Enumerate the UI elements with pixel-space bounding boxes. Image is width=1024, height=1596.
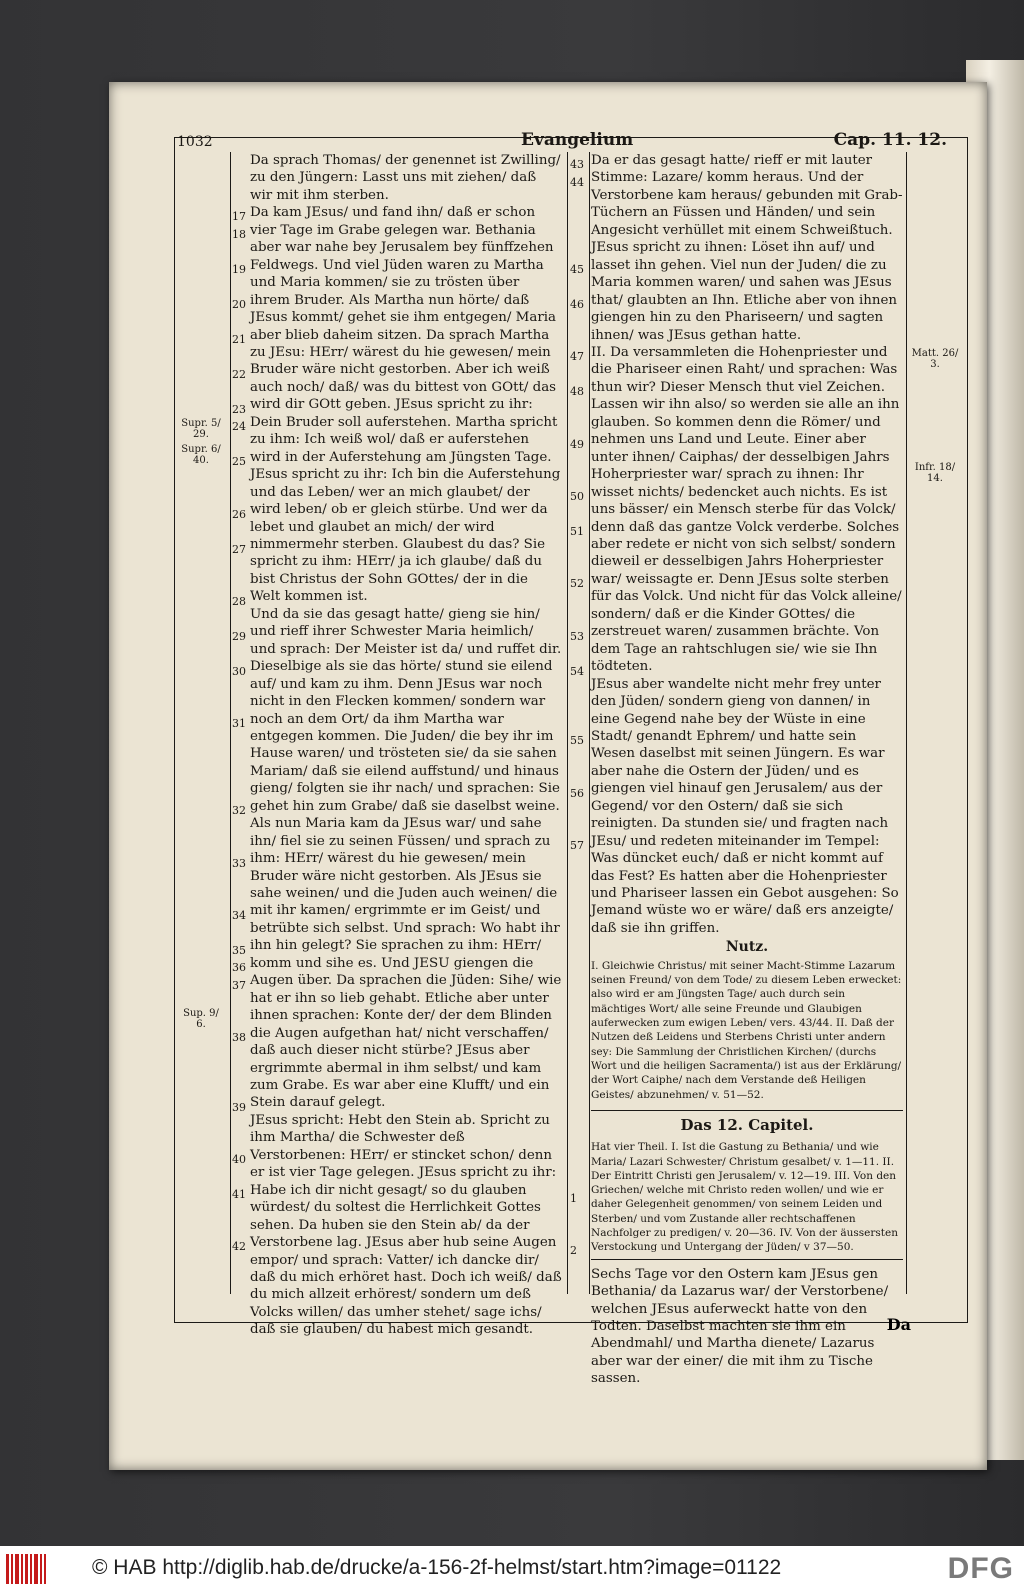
chapter-reference: Cap. 11. 12. [833, 130, 947, 150]
copyright-url[interactable]: © HAB http://diglib.hab.de/drucke/a-156-2f-helmst/start.htm?image=01122 [92, 1556, 782, 1579]
left-margin-rule [230, 152, 231, 1294]
verse-number: 55 [570, 734, 584, 747]
barcode-icon [6, 1554, 46, 1584]
text-paragraph: Da er das gesagt hatte/ rieff er mit lauter Stimme: Lazare/ komm heraus. Und der Verstorbene kam heraus/ gebunden mit Grab-Tüchern an Füssen und Händen/ und sein Angesicht verhüllet mit einem Schweißtuch. JEsus spricht zu ihnen: Löset ihn auf/ und lasset ihn gehen. Viel nun der Juden/ die zu Maria kommen waren/ und sahen was JEsus that/ glaubten an Ihn. Etliche aber von ihnen giengen hin zu den Phariseern/ und sagten ihnen/ was JEsus gethan hatte. [591, 153, 903, 343]
margin-note-left-3: Sup. 9/ 6. [183, 1008, 219, 1030]
verse-number: 39 [232, 1101, 246, 1114]
text-paragraph: JEsus aber wandelte nicht mehr frey unter den Jüden/ sondern gieng von dannen/ in eine Gegend nahe bey der Wüste in eine Stadt/ genandt Ephrem/ und hatte sein Wesen daselbst mit seinen Jüngern. Es war aber nahe die Ostern der Jüden/ und es giengen viel hinauf gen Jerusalem/ aus der Gegend/ vor den Ostern/ daß sie sich reinigten. Da stunden sie/ und fragten nach JEsu/ und redeten miteinander im Tempel: Was düncket euch/ daß er nicht kommt auf das Fest? Es hatten aber die Hohenpriester und Phariseer lassen ein Gebot ausgehen: So Jemand wüste wo er wäre/ daß ers anzeigte/ daß sie ihn griffen. [591, 676, 899, 936]
text-paragraph: Und da sie das gesagt hatte/ gieng sie hin/ und rieff ihrer Schwester Maria heimlich/ und sprach: Der Meister ist da/ und ruffet dir. Dieselbige als sie das hörte/ stund sie eilend auf/ und kam zu ihm. Denn JEsus war noch nicht in den Flecken kommen/ sondern war noch an dem Ort/ da ihm Martha war entgegen kommen. Die Juden/ die bey ihr im Hause waren/ und trösteten sie/ da sie sahen Mariam/ daß sie eilend auffstund/ und hinaus gieng/ folgten sie ihr nach/ und sprachen: Sie gehet hin zum Grabe/ daß sie daselbst weine. [250, 606, 562, 814]
verse-number: 46 [570, 298, 584, 311]
verse-number: 33 [232, 857, 246, 870]
text-paragraph: Da sprach Thomas/ der genennet ist Zwilling/ zu den Jüngern: Lasst uns mit ziehen/ daß wir mit ihm sterben. [250, 153, 561, 203]
margin-note-left-2: Supr. 6/ 40. [181, 444, 221, 466]
verse-number: 50 [570, 490, 584, 503]
verse-number: 32 [232, 804, 246, 817]
book-page [109, 82, 987, 1470]
right-margin-rule [906, 152, 907, 1294]
verse-number: 2 [570, 1244, 577, 1257]
chapter-text: Sechs Tage vor den Ostern kam JEsus gen Bethania/ da Lazarus war/ der Verstorbene/ welchen JEsus auferweckt hatte von den Todten. Daselbst machten sie ihm ein Abendmahl/ und Martha dienete/ Lazarus aber war der einer/ die mit ihm zu Tische sassen. [591, 1266, 889, 1387]
verse-number: 47 [570, 350, 584, 363]
verse-number: 44 [570, 176, 584, 189]
margin-note-left-1: Supr. 5/ 29. [181, 418, 221, 440]
verse-number: 18 [232, 228, 246, 241]
left-text-column [250, 152, 562, 1339]
verse-number: 40 [232, 1153, 246, 1166]
center-rule-a [567, 152, 568, 1294]
verse-number: 54 [570, 665, 584, 678]
nutz-heading: Nutz. [725, 939, 769, 956]
verse-number: 24 [232, 420, 246, 433]
verse-number: 53 [570, 630, 584, 643]
right-verse-numbers [570, 152, 588, 1292]
text-paragraph: Da kam JEsus/ und fand ihn/ daß er schon vier Tage im Grabe gelegen war. Bethania aber war nahe bey Jerusalem bey fünffzehen Feldwegs. Und viel Jüden waren zu Martha und Maria kommen/ sie zu trösten über ihrem Bruder. Als Martha nun hörte/ daß JEsus kommt/ gehet sie ihm entgegen/ Maria aber blieb daheim sitzen. Da sprach Martha zu JEsu: HErr/ wärest du hie gewesen/ mein Bruder wäre nicht gestorben. Aber ich weiß auch noch/ daß/ was du bittest von GOtt/ das wird dir GOtt geben. JEsus spricht zu ihr: Dein Bruder soll auferstehen. Martha spricht zu ihm: Ich weiß wol/ daß er auferstehen wird in der Auferstehung am Jüngsten Tage. JEsus spricht zu ihr: Ich bin die Auferstehung und das Leben/ wer an mich glaubet/ der wird leben/ ob er gleich stürbe. Und wer da lebet und glaubet an mich/ der wird nimmermehr sterben. Glaubest du das? Sie spricht zu ihm: HErr/ ja ich glaube/ daß du bist Christus der Sohn GOttes/ der in die Welt kommen ist. [250, 205, 561, 605]
catchword: Da [886, 1315, 911, 1334]
verse-number: 51 [570, 525, 584, 538]
verse-number: 48 [570, 385, 584, 398]
running-header [177, 130, 947, 152]
verse-number: 31 [232, 717, 246, 730]
verse-number: 28 [232, 595, 246, 608]
verse-number: 36 [232, 961, 246, 974]
verse-number: 30 [232, 665, 246, 678]
verse-number: 45 [570, 263, 584, 276]
left-verse-numbers [232, 152, 250, 1292]
verse-number: 21 [232, 333, 246, 346]
verse-number: 23 [232, 403, 246, 416]
verse-number: 1 [570, 1192, 577, 1205]
verse-number: 41 [232, 1188, 246, 1201]
verse-number: 26 [232, 508, 246, 521]
dfg-logo: DFG [947, 1552, 1014, 1585]
text-paragraph: II. Da versammleten die Hohenpriester und die Phariseer einen Raht/ und sprachen: Was thun wir? Dieser Mensch thut viel Zeichen. Lassen wir ihn also/ so werden sie alle an ihn glauben. So kommen denn die Römer/ und nehmen uns Land und Leute. Einer aber unter ihnen/ Caiphas/ der desselbigen Jahrs Hoherpriester war/ sprach zu ihnen: Ihr wisset nichts/ bedencket auch nichts. Es ist uns bässer/ ein Mensch sterbe für das Volck/ denn daß das gantze Volck verderbe. Solches aber redete er nicht von sich selbst/ sondern dieweil er desselbigen Jahrs Hoherpriester war/ weissagte er. Denn JEsus solte sterben für das Volck. Und nicht für das Volck alleine/ sondern/ daß er die Kinder GOttes/ die zerstreuet waren/ zusammen brächte. Von dem Tage an rahtschlugen sie/ wie sie Ihn tödteten. [591, 344, 902, 675]
center-rule-b [589, 152, 590, 1294]
page-number: 1032 [177, 134, 213, 150]
verse-number: 35 [232, 944, 246, 957]
verse-number: 52 [570, 577, 584, 590]
text-paragraph: JEsus spricht: Hebt den Stein ab. Spricht zu ihm Martha/ die Schwester deß Verstorbenen: HErr/ er stincket schon/ denn er ist vier Tage gelegen. JEsus spricht zu ihr: Habe ich dir nicht gesagt/ so du glauben würdest/ du soltest die Herrlichkeit Gottes sehen. Da huben sie den Stein ab/ da der Verstorbene lag. JEsus aber hub seine Augen empor/ und sprach: Vatter/ ich dancke dir/ daß du mich erhöret hast. Doch ich weiß/ daß du mich allzeit erhörest/ sondern um deß Volcks willen/ das umher stehet/ sage ichs/ daß sie glauben/ du habest mich gesandt. [250, 1112, 562, 1338]
margin-note-right-1: Matt. 26/ 3. [911, 348, 959, 370]
verse-number: 43 [570, 158, 584, 171]
verse-number: 37 [232, 979, 246, 992]
right-text-column [591, 152, 903, 1388]
text-paragraph: Als nun Maria kam da JEsus war/ und sahe ihn/ fiel sie zu seinen Füssen/ und sprach zu ihm: HErr/ wärest du hie gewesen/ mein Bruder wäre nicht gestorben. Als JEsus sie sahe weinen/ und die Juden auch weinen/ die mit ihr kamen/ ergrimmte er im Geist/ und betrübte sich selbst. Und sprach: Wo habt ihr ihn hin gelegt? Sie sprachen zu ihm: HErr/ komm und sihe es. Und JESU giengen die Augen über. Da sprachen die Jüden: Sihe/ wie hat er ihn so lieb gehabt. Etliche aber unter ihnen sprachen: Konte der/ der dem Blinden die Augen aufgethan hat/ nicht verschaffen/ daß auch dieser nicht stürbe? JEsus aber ergrimmte abermal in ihm selbst/ und kam zum Grabe. Es war aber eine Klufft/ und ein Stein darauf gelegt. [250, 816, 562, 1111]
running-title: Evangelium [521, 130, 634, 150]
verse-number: 19 [232, 263, 246, 276]
verse-number: 29 [232, 630, 246, 643]
verse-number: 38 [232, 1031, 246, 1044]
verse-number: 57 [570, 839, 584, 852]
verse-number: 34 [232, 909, 246, 922]
verse-number: 22 [232, 368, 246, 381]
verse-number: 17 [232, 210, 246, 223]
verse-number: 42 [232, 1240, 246, 1253]
chapter-summary: Hat vier Theil. I. Ist die Gastung zu Bethania/ und wie Maria/ Lazari Schwester/ Christum gesalbet/ v. 1—11. II. Der Eintritt Christi gen Jerusalem/ v. 12—19. III. Von den Griechen/ welche mit Christo reden wollen/ und wie er daher Gelegenheit genommen/ von seinem Leiden und Sterben/ und vom Zustande aller rechtschaffenen Nachfolger zu predigen/ v. 20—36. IV. Von der äussersten Verstockung und Untergang der Jüden/ v 37—50. [591, 1140, 903, 1259]
verse-number: 49 [570, 438, 584, 451]
nutz-text: I. Gleichwie Christus/ mit seiner Macht-Stimme Lazarum seinen Freund/ von dem Tode/ zu diesem Leben erwecket: also wird er am Jüngsten Tage/ auch durch sein mächtiges Wort/ alle seine Freunde und Glaubigen auferwecken zum ewigen Leben/ vers. 43/44. II. Daß der Nutzen deß Leidens und Sterbens Christi unter andern sey: Die Sammlung der Christlichen Kirchen/ (durchs Wort und die heiligen Sacramenta/) ist aus der Erklärung/ der Wort Caiphe/ nach dem Verstande deß Heiligen Geistes/ abzunehmen/ v. 51—52. [591, 959, 902, 1101]
margin-note-right-2: Infr. 18/ 14. [914, 462, 956, 484]
chapter-heading: Das 12. Capitel. [591, 1110, 903, 1134]
verse-number: 20 [232, 298, 246, 311]
footer-bar [0, 1546, 1024, 1596]
verse-number: 25 [232, 455, 246, 468]
verse-number: 27 [232, 543, 246, 556]
verse-number: 56 [570, 787, 584, 800]
